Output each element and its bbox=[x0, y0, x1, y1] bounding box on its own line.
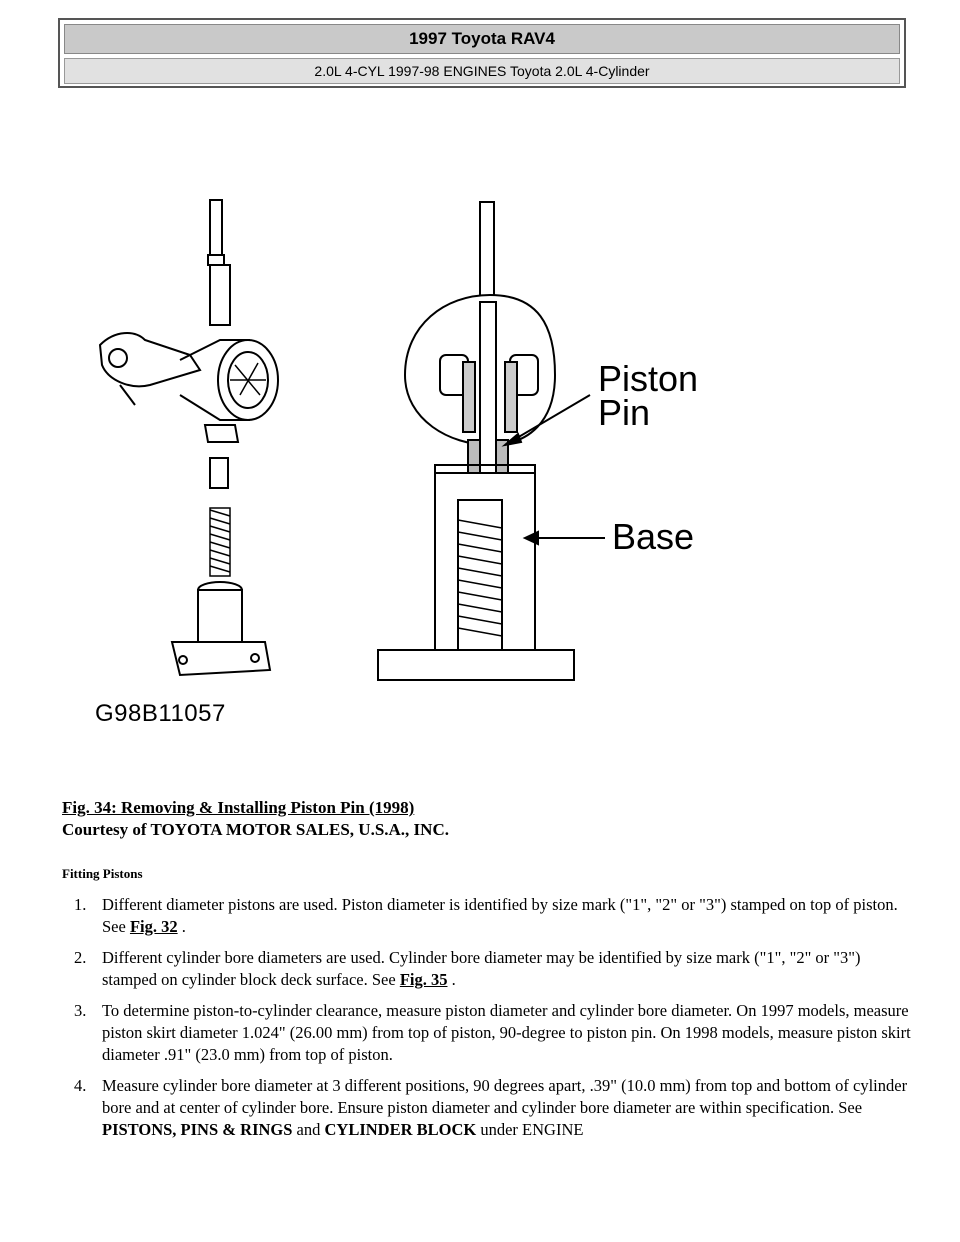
section-heading: Fitting Pistons bbox=[62, 866, 143, 881]
step-text: To determine piston-to-cylinder clearance, measure piston diameter and cylinder bore diameter. On 1997 models, measure piston skirt diameter 1.024" (26.00 mm) from top of piston, 90-degree to piston pin. On 1998 models, measure piston skirt diameter .91" (23.0 mm) from top of piston. bbox=[102, 1001, 911, 1064]
piston-pin-illustration bbox=[60, 180, 780, 740]
step-text: Different cylinder bore diameters are used. Cylinder bore diameter may be identified by size mark ("1", "2" or "3") stamped on cylinder block deck surface. See bbox=[102, 948, 861, 989]
step-text-end: . bbox=[177, 917, 186, 936]
figure-caption-link[interactable]: Fig. 34: Removing & Installing Piston Pin (1998) bbox=[62, 798, 415, 817]
list-item bbox=[62, 1075, 912, 1141]
cross-section-drawing bbox=[378, 202, 574, 680]
header-title: 1997 Toyota RAV4 bbox=[64, 24, 900, 54]
step-number: 1. bbox=[74, 895, 87, 914]
step-number: 2. bbox=[74, 948, 87, 967]
step-text-end: . bbox=[447, 970, 456, 989]
procedure-steps bbox=[62, 894, 912, 1150]
step-text: Different diameter pistons are used. Piston diameter is identified by size mark ("1", "2" or "3") stamped on top of piston. See bbox=[102, 895, 898, 936]
list-item bbox=[62, 947, 912, 991]
figure-code: G98B11057 bbox=[95, 700, 226, 727]
spec-ref-pistons: PISTONS, PINS & RINGS bbox=[102, 1120, 293, 1139]
list-item bbox=[62, 1000, 912, 1066]
spec-ref-cylinder-block: CYLINDER BLOCK bbox=[324, 1120, 477, 1139]
pin-label: Pin bbox=[598, 392, 651, 433]
fig-32-link[interactable]: Fig. 32 bbox=[129, 917, 178, 936]
fig-35-link[interactable]: Fig. 35 bbox=[399, 970, 448, 989]
step-text: Measure cylinder bore diameter at 3 different positions, 90 degrees apart, .39" (10.0 mm) from top and bottom of cylinder bore and at center of cylinder bore. Ensure piston diameter and cylinder bore diameter are within specification. See bbox=[102, 1076, 908, 1117]
step-number: 3. bbox=[74, 1001, 87, 1020]
piston-label: Piston bbox=[598, 358, 699, 399]
step-number: 4. bbox=[74, 1076, 87, 1095]
step-text-end: under ENGINE bbox=[476, 1120, 584, 1139]
page-header bbox=[58, 18, 906, 88]
list-item bbox=[62, 894, 912, 938]
step-text-mid: and bbox=[292, 1120, 325, 1139]
figure-courtesy: Courtesy of TOYOTA MOTOR SALES, U.S.A., INC. bbox=[62, 820, 449, 839]
header-subtitle: 2.0L 4-CYL 1997-98 ENGINES Toyota 2.0L 4-Cylinder bbox=[64, 58, 900, 84]
base-label: Base bbox=[612, 516, 695, 557]
exploded-tool-drawing bbox=[100, 200, 278, 675]
